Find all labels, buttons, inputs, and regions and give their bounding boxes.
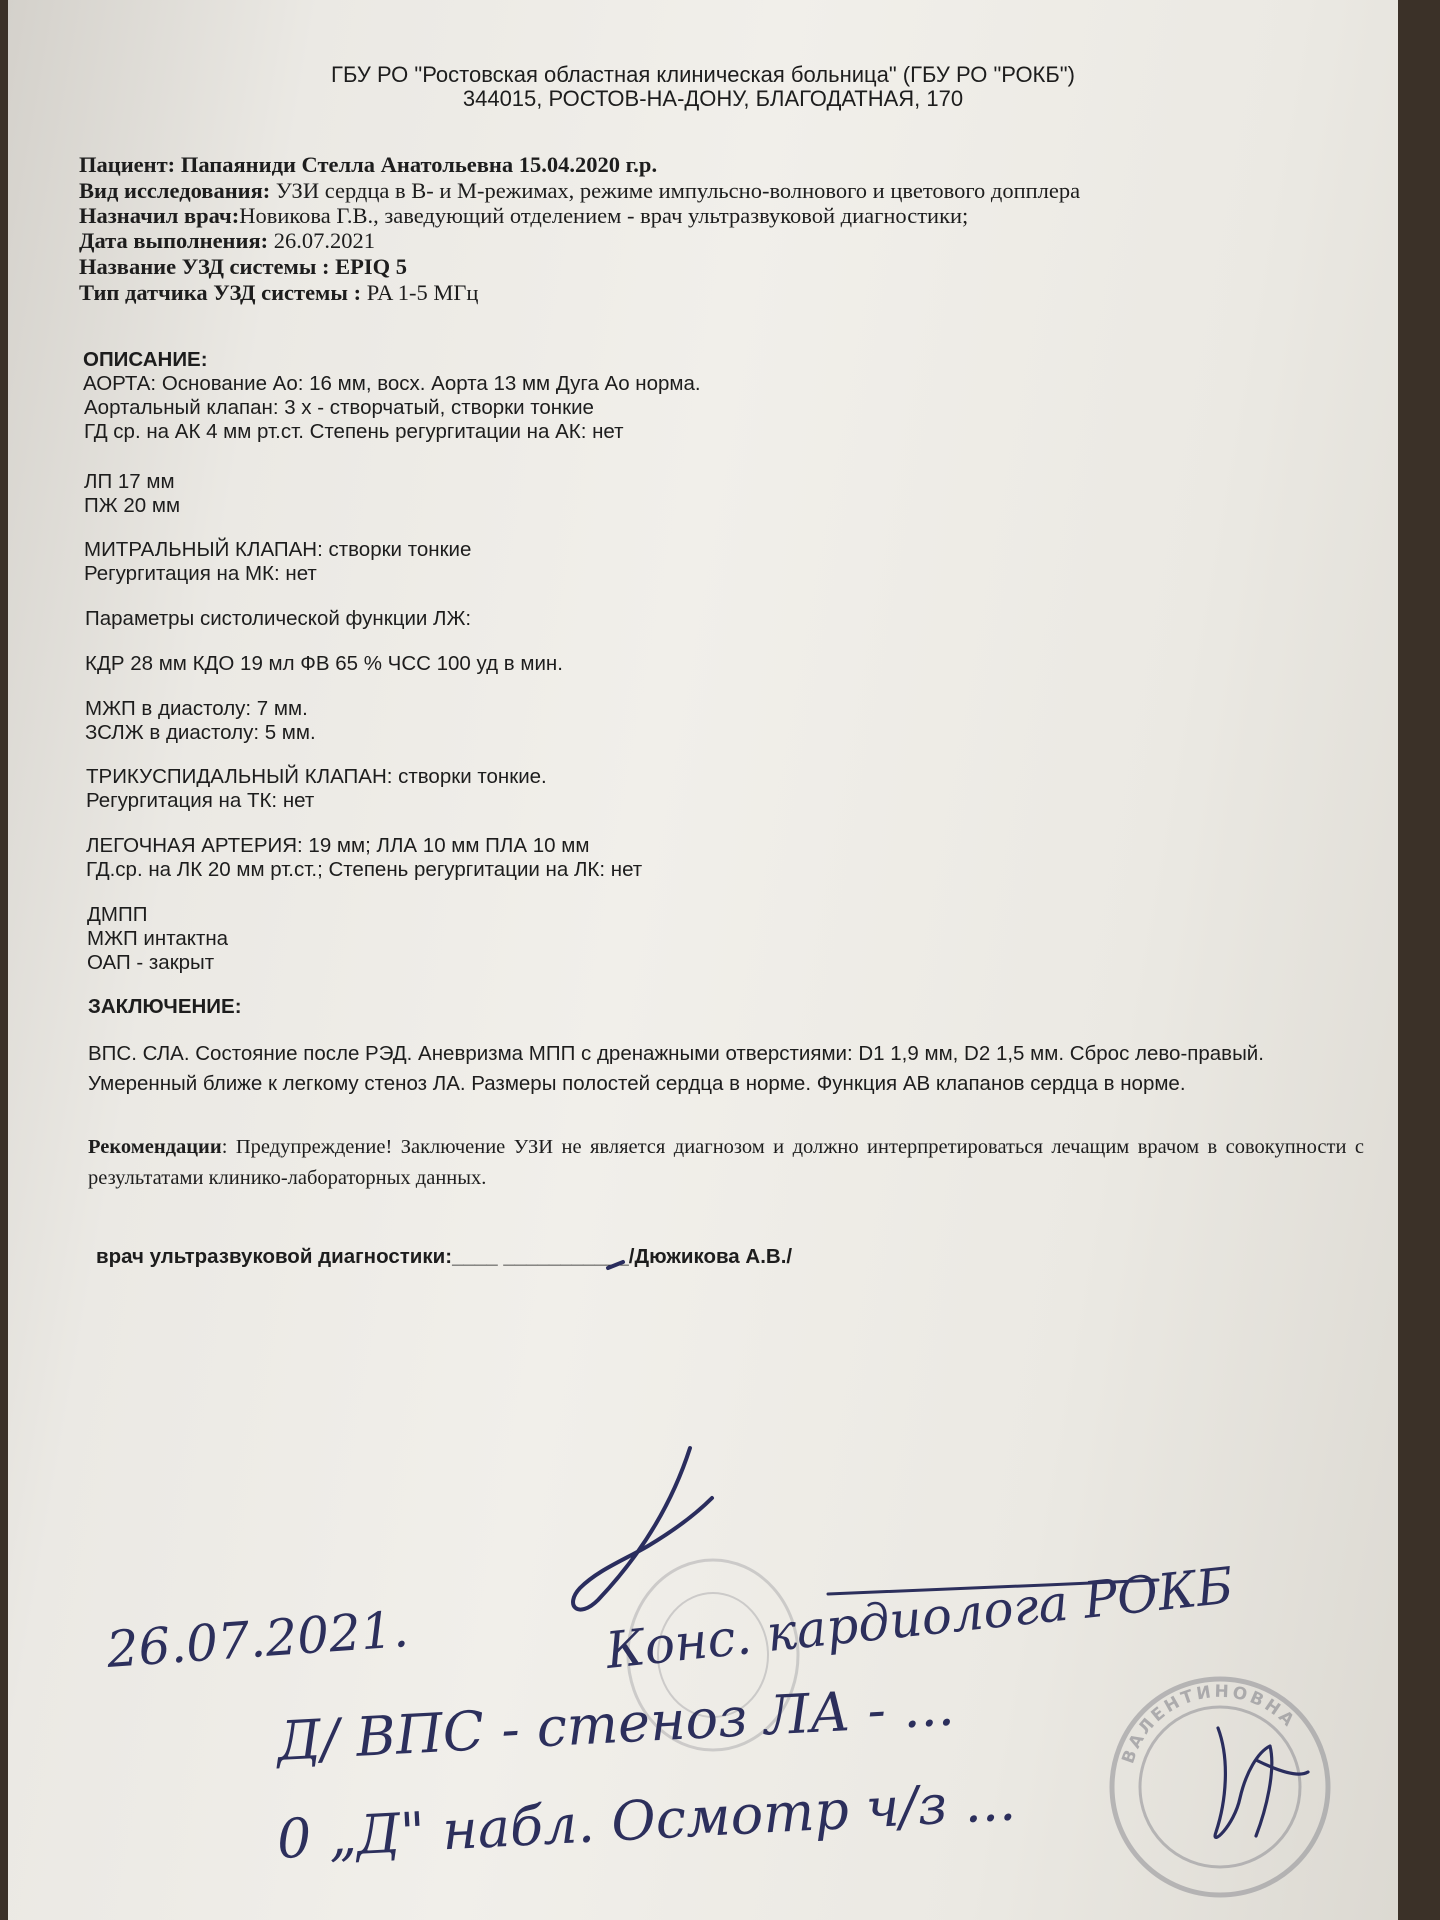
referring-doctor-label: Назначил врач: <box>79 203 240 228</box>
recommendation-label: Рекомендации <box>88 1136 222 1158</box>
patient-label: Пациент: <box>79 152 176 177</box>
handwritten-consult-title: Конс. кардиолога РОКБ <box>603 1556 1236 1680</box>
tricuspid-valve-line: ТРИКУСПИДАЛЬНЫЙ КЛАПАН: створки тонкие. <box>86 765 547 788</box>
hospital-name: ГБУ РО "Ростовская областная клиническая больница" (ГБУ РО "РОКБ") <box>331 62 1075 87</box>
mitral-regurgitation-line: Регургитация на МК: нет <box>84 562 317 585</box>
systolic-function-line: Параметры систолической функции ЛЖ: <box>85 607 472 630</box>
right-ventricle-line: ПЖ 20 мм <box>84 494 181 517</box>
recommendation-text: : Предупреждение! Заключение УЗИ не является диагнозом и должно интерпретироваться лечащим врачом в совокупности с результатами клинико-лабораторных данных. <box>88 1136 1364 1189</box>
ivs-line: МЖП в диастолу: 7 мм. <box>85 697 308 720</box>
exam-date-label: Дата выполнения: <box>79 228 269 253</box>
study-type-label: Вид исследования: <box>79 178 271 203</box>
aorta-line: АОРТА: Основание Ао: 16 мм, восх. Аорта 13 мм Дуга Ао норма. <box>83 372 701 395</box>
handwriting-overlay <box>8 0 1398 1920</box>
conclusion-heading: ЗАКЛЮЧЕНИЕ: <box>88 995 242 1018</box>
asd-line: ДМПП <box>87 903 148 926</box>
pulmonary-artery-line: ЛЕГОЧНАЯ АРТЕРИЯ: 19 мм; ЛЛА 10 мм ПЛА 10 мм <box>86 834 590 857</box>
patient-name: Папаяниди Стелла Анатольевна 15.04.2020 г.р. <box>180 152 658 177</box>
hospital-address: 344015, РОСТОВ-НА-ДОНУ, БЛАГОДАТНАЯ, 170 <box>462 86 964 111</box>
signature-label: врач ультразвуковой диагностики: <box>96 1245 453 1268</box>
tricuspid-regurgitation-line: Регургитация на ТК: нет <box>86 789 315 812</box>
study-type-value: УЗИ сердца в В- и М-режимах, режиме импульсно-волнового и цветового допплера <box>275 178 1081 203</box>
handwritten-date: 26.07.2021. <box>104 1600 411 1679</box>
probe-type-label: Тип датчика УЗД системы : <box>79 280 362 305</box>
document-page <box>8 0 1398 1920</box>
ultrasound-system-value: EPIQ 5 <box>335 254 408 279</box>
stamp-text: ВАЛЕНТИНОВНА <box>1118 1681 1300 1767</box>
ivs-intact-line: МЖП интактна <box>87 927 229 950</box>
lv-parameters-line: КДР 28 мм КДО 19 мл ФВ 65 % ЧСС 100 уд в мин. <box>85 652 563 675</box>
aortic-gradient-line: ГД ср. на АК 4 мм рт.ст. Степень регургитации на АК: нет <box>84 420 624 443</box>
aortic-valve-line: Аортальный клапан: 3 х - створчатый, створки тонкие <box>84 396 594 419</box>
ultrasound-system-label: Название УЗД системы : <box>79 254 330 279</box>
round-stamp <box>1112 1679 1328 1895</box>
mitral-valve-line: МИТРАЛЬНЫЙ КЛАПАН: створки тонкие <box>84 538 472 561</box>
pda-line: ОАП - закрыт <box>87 951 215 974</box>
description-heading: ОПИСАНИЕ: <box>83 348 208 371</box>
referring-doctor-value: Новикова Г.В., заведующий отделением - врач ультразвуковой диагностики; <box>239 203 969 228</box>
probe-type-value: PA 1-5 МГц <box>366 280 479 305</box>
lvpw-line: ЗСЛЖ в диастолу: 5 мм. <box>85 721 316 744</box>
left-atrium-line: ЛП 17 мм <box>84 470 175 493</box>
handwritten-followup: 0 „Д" набл. Осмотр ч/з ... <box>275 1769 1018 1871</box>
exam-date-value: 26.07.2021 <box>273 228 376 253</box>
pulmonary-gradient-line: ГД.ср. на ЛК 20 мм рт.ст.; Степень регургитации на ЛК: нет <box>86 858 643 881</box>
signature-blank: ____ ___________ <box>452 1245 629 1268</box>
doctor-name: /Дюжикова А.В./ <box>628 1245 793 1268</box>
conclusion-text: ВПС. СЛА. Состояние после РЭД. Аневризма МПП с дренажными отверстиями: D1 1,9 мм, D2 1,5 мм. Сброс лево-правый. Умеренный ближе к легкому стеноз ЛА. Размеры полостей сердца в норме. Функция АВ клапанов сердца в норме. <box>88 1042 1264 1095</box>
pen-signature <box>573 1262 712 1610</box>
handwritten-diagnosis: Д/ ВПС - стеноз ЛА - ... <box>275 1674 956 1773</box>
